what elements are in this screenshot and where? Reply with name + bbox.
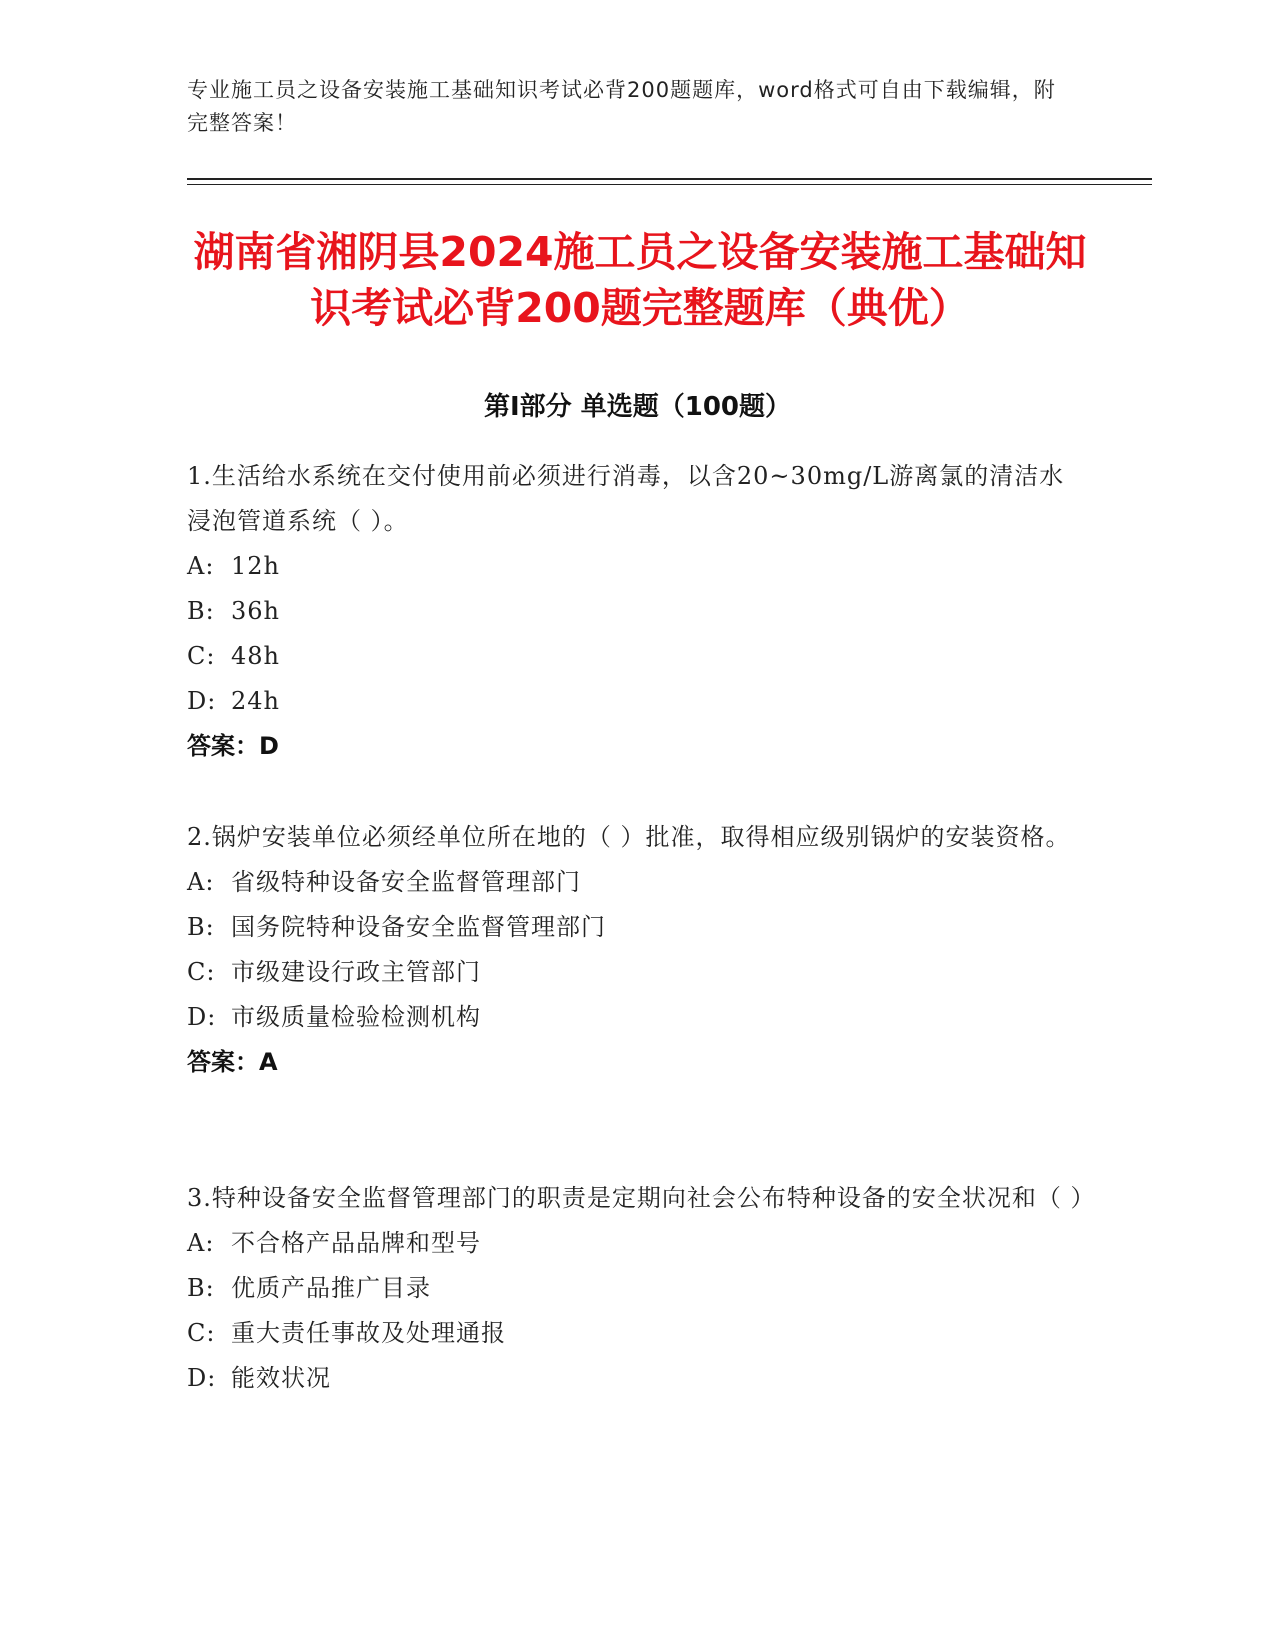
option-letter: A: (187, 868, 215, 896)
option-a (187, 860, 1087, 905)
option-letter: D: (187, 1003, 217, 1031)
header-divider-thick (187, 178, 1152, 180)
option-text: 市级建设行政主管部门 (231, 958, 481, 986)
option-text: 国务院特种设备安全监督管理部门 (231, 913, 606, 941)
option-letter: B: (187, 913, 215, 941)
option-text: 12h (231, 552, 280, 580)
option-b (187, 589, 1087, 634)
question-text: 2.锅炉安装单位必须经单位所在地的（ ）批准，取得相应级别锅炉的安装资格。 (187, 823, 1071, 851)
header-note: 专业施工员之设备安装施工基础知识考试必背200题题库，word格式可自由下载编辑，附完整答案！ (187, 78, 1056, 135)
option-letter: B: (187, 1274, 215, 1302)
option-a (187, 544, 1087, 589)
option-text: 省级特种设备安全监督管理部门 (231, 868, 581, 896)
option-letter: C: (187, 958, 216, 986)
option-b (187, 1266, 1087, 1311)
header-divider-thin (187, 184, 1152, 185)
option-a (187, 1221, 1087, 1266)
question-1 (187, 454, 1087, 769)
option-text: 优质产品推广目录 (231, 1274, 431, 1302)
option-text: 能效状况 (231, 1364, 331, 1392)
option-text: 市级质量检验检测机构 (231, 1003, 481, 1031)
question-text: 1.生活给水系统在交付使用前必须进行消毒，以含20~30mg/L游离氯的清洁水浸泡管道系统（ ）。 (187, 462, 1065, 535)
option-letter: A: (187, 552, 215, 580)
option-text: 24h (231, 687, 280, 715)
option-c (187, 950, 1087, 995)
option-d (187, 1356, 1087, 1401)
option-c (187, 1311, 1087, 1356)
option-c (187, 634, 1087, 679)
question-3 (187, 1176, 1096, 1401)
question-text: 3.特种设备安全监督管理部门的职责是定期向社会公布特种设备的安全状况和（ ） (187, 1184, 1096, 1212)
option-letter: A: (187, 1229, 215, 1257)
document-title: 湖南省湘阴县2024施工员之设备安装施工基础知识考试必背200题完整题库（典优） (193, 228, 1087, 332)
option-letter: D: (187, 1364, 217, 1392)
option-letter: C: (187, 1319, 216, 1347)
answer-line: 答案：D (187, 732, 279, 760)
question-2 (187, 815, 1087, 1085)
option-text: 36h (231, 597, 280, 625)
option-d (187, 995, 1087, 1040)
option-text: 不合格产品品牌和型号 (231, 1229, 481, 1257)
answer-line: 答案：A (187, 1048, 278, 1076)
option-letter: C: (187, 642, 216, 670)
option-letter: D: (187, 687, 217, 715)
option-b (187, 905, 1087, 950)
option-letter: B: (187, 597, 215, 625)
section-title: 第Ⅰ部分 单选题（100题） (484, 392, 791, 422)
option-text: 48h (231, 642, 280, 670)
option-text: 重大责任事故及处理通报 (231, 1319, 506, 1347)
option-d (187, 679, 1087, 724)
